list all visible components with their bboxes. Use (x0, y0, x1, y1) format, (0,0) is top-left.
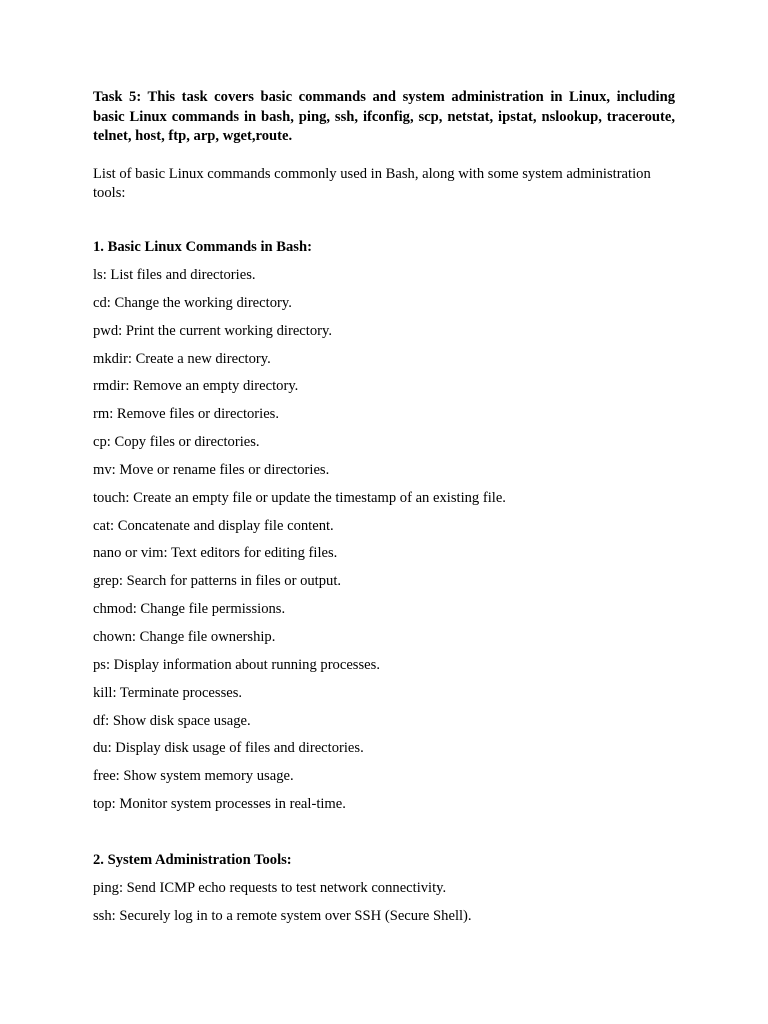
list-item: ps: Display information about running processes. (93, 656, 380, 673)
section-title-basic-commands: 1. Basic Linux Commands in Bash: (93, 239, 312, 255)
list-item: pwd: Print the current working directory. (93, 322, 332, 339)
list-item: mkdir: Create a new directory. (93, 350, 271, 367)
list-item: kill: Terminate processes. (93, 684, 243, 701)
list-item: cp: Copy files or directories. (93, 434, 260, 451)
basic-commands-list (93, 266, 506, 823)
list-item: cat: Concatenate and display file content. (93, 517, 334, 534)
list-item: cd: Change the working directory. (93, 294, 292, 311)
list-item: ssh: Securely log in to a remote system over SSH (Secure Shell). (93, 907, 472, 924)
section-title-sysadmin-tools: 2. System Administration Tools: (93, 852, 292, 868)
list-item: mv: Move or rename files or directories. (93, 461, 330, 478)
list-item: touch: Create an empty file or update the timestamp of an existing file. (93, 489, 506, 506)
list-item: top: Monitor system processes in real-time. (93, 796, 346, 813)
list-item: chown: Change file ownership. (93, 628, 276, 645)
list-item: free: Show system memory usage. (93, 768, 294, 785)
list-item: rmdir: Remove an empty directory. (93, 378, 299, 395)
list-item: grep: Search for patterns in files or output. (93, 573, 342, 590)
list-item: nano or vim: Text editors for editing files. (93, 545, 338, 562)
task-heading: Task 5: This task covers basic commands and system administration in Linux, including basic Linux commands in bash, ping, ssh, ifconfig, scp, netstat, ipstat, nslookup, traceroute, telnet, host, ftp, arp, wget,route. (93, 89, 675, 144)
list-item: rm: Remove files or directories. (93, 406, 280, 423)
list-item: du: Display disk usage of files and directories. (93, 740, 364, 757)
sysadmin-tools-list (93, 879, 472, 935)
list-item: chmod: Change file permissions. (93, 601, 286, 618)
list-item: ls: List files and directories. (93, 267, 256, 283)
list-item: ping: Send ICMP echo requests to test network connectivity. (93, 880, 447, 896)
list-item: df: Show disk space usage. (93, 712, 251, 729)
intro-paragraph: List of basic Linux commands commonly used in Bash, along with some system administration tools: (93, 166, 651, 201)
